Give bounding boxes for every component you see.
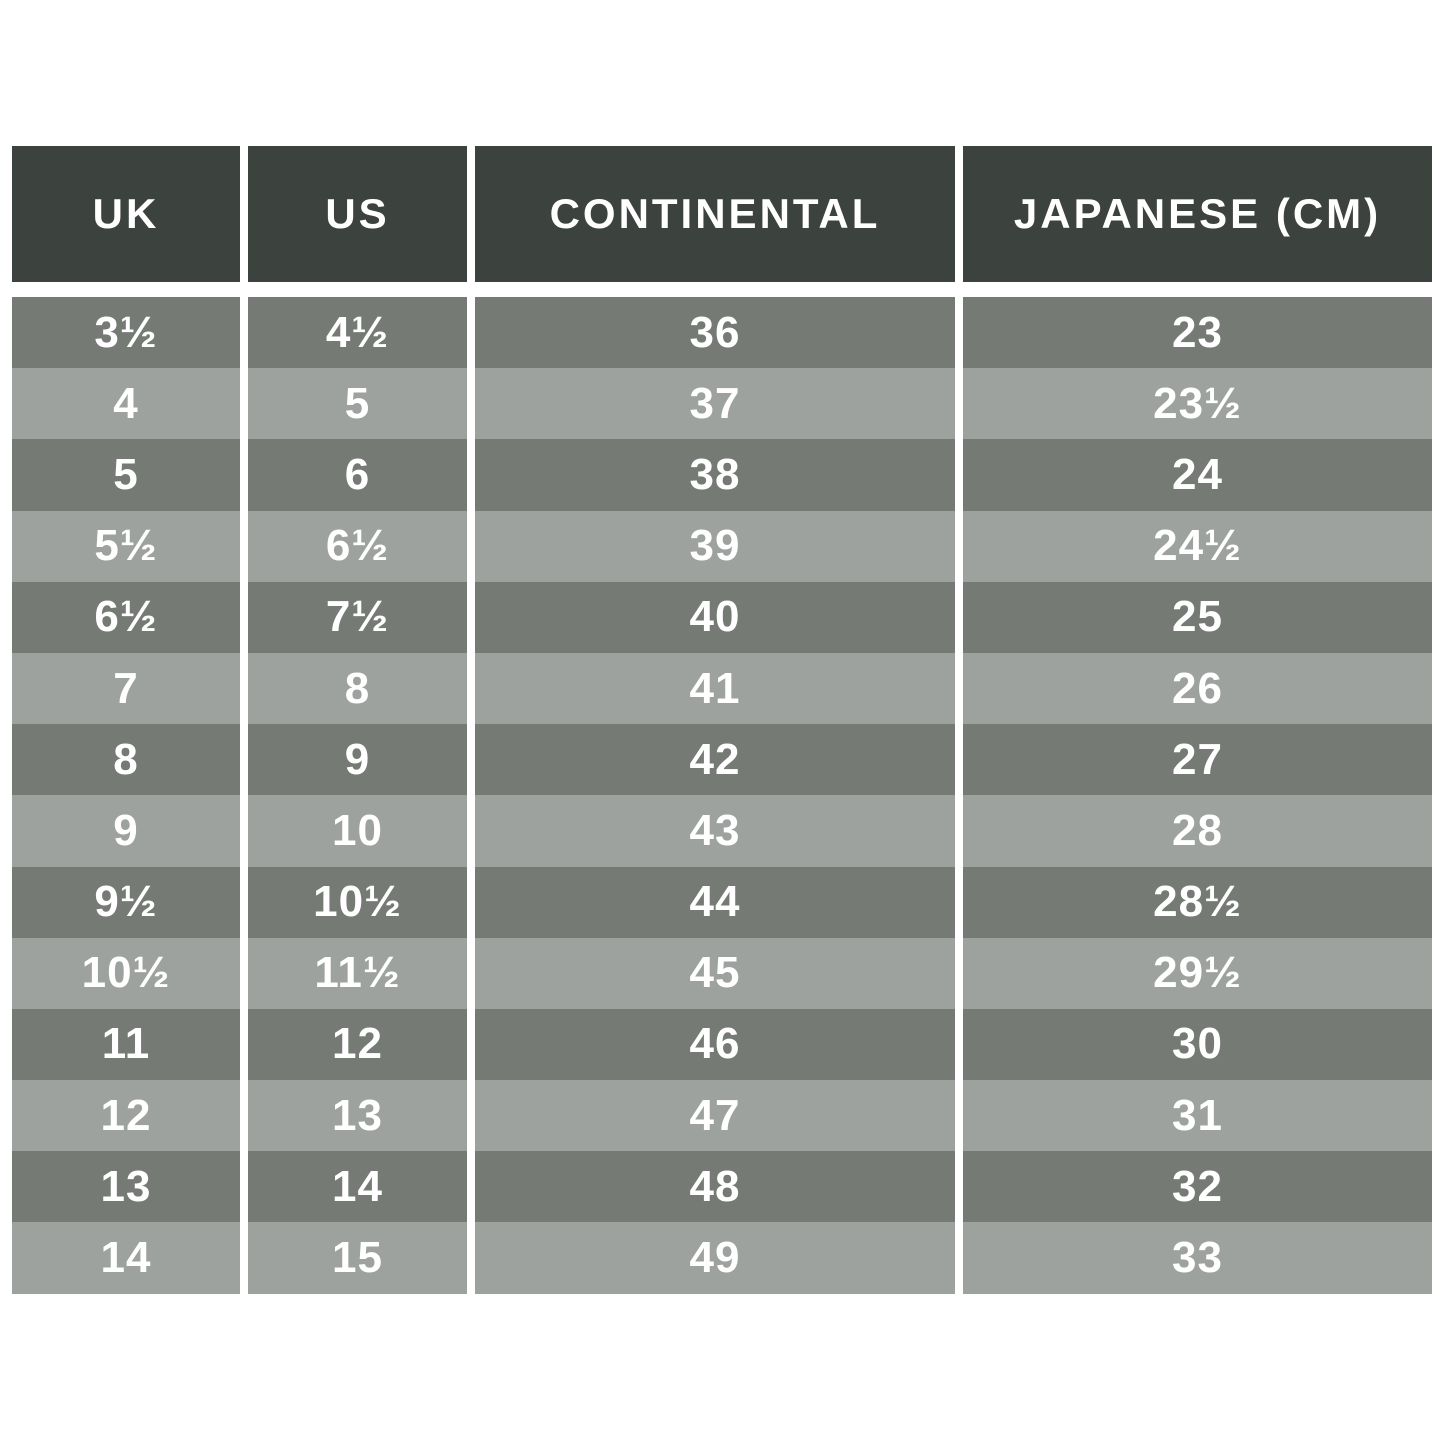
table-row: [12, 297, 1432, 368]
table-cell-japanese_cm: 24½: [963, 511, 1432, 582]
table-row: [12, 1151, 1432, 1222]
table-cell-us: 10½: [248, 867, 467, 938]
table-cell-japanese_cm: 31: [963, 1080, 1432, 1151]
table-cell-us: 8: [248, 653, 467, 724]
table-cell-uk: 12: [12, 1080, 240, 1151]
table-row: [12, 1009, 1432, 1080]
table-cell-us: 14: [248, 1151, 467, 1222]
table-cell-uk: 10½: [12, 938, 240, 1009]
table-row: [12, 1222, 1432, 1293]
table-cell-continental: 44: [475, 867, 955, 938]
table-cell-us: 6: [248, 439, 467, 510]
table-cell-continental: 37: [475, 368, 955, 439]
table-cell-us: 5: [248, 368, 467, 439]
column-header-uk: UK: [12, 146, 240, 282]
table-cell-us: 10: [248, 795, 467, 866]
table-cell-japanese_cm: 27: [963, 724, 1432, 795]
table-row: [12, 795, 1432, 866]
table-cell-continental: 41: [475, 653, 955, 724]
table-cell-japanese_cm: 23: [963, 297, 1432, 368]
table-body: [12, 297, 1432, 1294]
table-cell-uk: 11: [12, 1009, 240, 1080]
table-cell-us: 7½: [248, 582, 467, 653]
table-cell-japanese_cm: 25: [963, 582, 1432, 653]
table-row: [12, 938, 1432, 1009]
table-row: [12, 582, 1432, 653]
table-cell-continental: 47: [475, 1080, 955, 1151]
table-cell-continental: 39: [475, 511, 955, 582]
table-cell-continental: 42: [475, 724, 955, 795]
table-header-row: [12, 146, 1432, 282]
table-row: [12, 653, 1432, 724]
table-cell-uk: 9½: [12, 867, 240, 938]
table-cell-uk: 13: [12, 1151, 240, 1222]
table-cell-japanese_cm: 26: [963, 653, 1432, 724]
table-cell-japanese_cm: 29½: [963, 938, 1432, 1009]
table-row: [12, 1080, 1432, 1151]
table-cell-japanese_cm: 32: [963, 1151, 1432, 1222]
table-cell-uk: 9: [12, 795, 240, 866]
table-cell-continental: 45: [475, 938, 955, 1009]
table-cell-us: 12: [248, 1009, 467, 1080]
table-cell-continental: 40: [475, 582, 955, 653]
table-cell-us: 9: [248, 724, 467, 795]
table-cell-japanese_cm: 28: [963, 795, 1432, 866]
table-cell-uk: 8: [12, 724, 240, 795]
table-cell-uk: 5½: [12, 511, 240, 582]
table-cell-uk: 4: [12, 368, 240, 439]
column-header-continental: CONTINENTAL: [475, 146, 955, 282]
table-cell-continental: 48: [475, 1151, 955, 1222]
table-row: [12, 368, 1432, 439]
table-cell-uk: 5: [12, 439, 240, 510]
table-cell-us: 4½: [248, 297, 467, 368]
table-cell-japanese_cm: 24: [963, 439, 1432, 510]
table-cell-uk: 7: [12, 653, 240, 724]
table-cell-japanese_cm: 33: [963, 1222, 1432, 1293]
table-row: [12, 511, 1432, 582]
column-header-us: US: [248, 146, 467, 282]
table-cell-japanese_cm: 23½: [963, 368, 1432, 439]
table-cell-us: 15: [248, 1222, 467, 1293]
table-cell-uk: 14: [12, 1222, 240, 1293]
table-cell-continental: 49: [475, 1222, 955, 1293]
table-cell-us: 11½: [248, 938, 467, 1009]
table-cell-continental: 38: [475, 439, 955, 510]
table-cell-continental: 46: [475, 1009, 955, 1080]
table-cell-japanese_cm: 28½: [963, 867, 1432, 938]
table-cell-us: 13: [248, 1080, 467, 1151]
table-row: [12, 439, 1432, 510]
table-cell-continental: 43: [475, 795, 955, 866]
table-row: [12, 867, 1432, 938]
table-cell-japanese_cm: 30: [963, 1009, 1432, 1080]
table-cell-us: 6½: [248, 511, 467, 582]
table-cell-uk: 3½: [12, 297, 240, 368]
table-row: [12, 724, 1432, 795]
table-cell-uk: 6½: [12, 582, 240, 653]
table-cell-continental: 36: [475, 297, 955, 368]
column-header-japanese-cm: JAPANESE (CM): [963, 146, 1432, 282]
size-conversion-table: [12, 146, 1432, 1294]
